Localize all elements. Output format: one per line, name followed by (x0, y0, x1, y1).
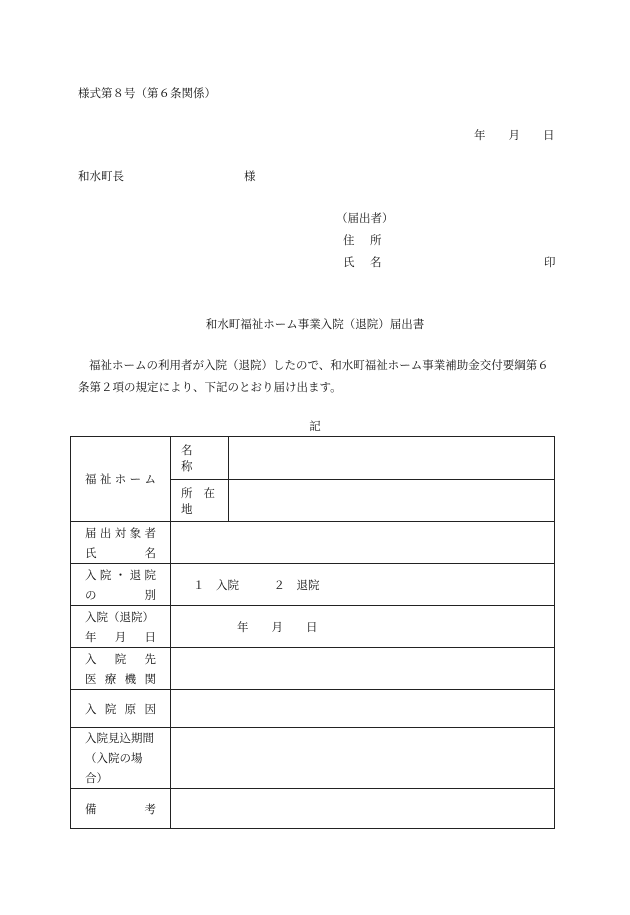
applicant-address-label: 住 所 (343, 233, 384, 247)
addressee: 和水町長 (78, 169, 124, 183)
applicant-label: （届出者） (336, 211, 394, 225)
notification-table (70, 436, 555, 829)
hospital-label-line2: 医療機関 (85, 671, 156, 686)
hospital-label-cell (71, 648, 171, 690)
home-label-cell (71, 437, 171, 522)
home-name-field[interactable] (229, 437, 555, 480)
target-name-field[interactable] (171, 522, 555, 564)
date-label-line1: 入院（退院） (85, 609, 154, 624)
hospital-field[interactable] (171, 648, 555, 690)
home-address-field[interactable] (229, 480, 555, 522)
remarks-field[interactable] (171, 789, 555, 829)
table-row (71, 606, 555, 648)
cause-label-cell (71, 690, 171, 728)
home-name-label: 名 称 (181, 443, 204, 473)
target-label-line1: 届出対象者 (85, 525, 156, 540)
date-field: 年 月 日 (474, 128, 555, 142)
type-label-line1: 入院・退院 (85, 567, 156, 582)
remarks-label-cell (71, 789, 171, 829)
table-row (71, 648, 555, 690)
date-value-field[interactable]: 年 月 日 (171, 606, 555, 648)
hospital-label-line1: 入 院 先 (85, 651, 156, 666)
home-address-label-cell (171, 480, 229, 522)
ki-heading: 記 (309, 419, 321, 433)
honorific: 様 (244, 169, 256, 183)
period-field[interactable] (171, 728, 555, 789)
date-label-line2: 年 月 日 (85, 629, 156, 644)
cause-field[interactable] (171, 690, 555, 728)
body-text: 福祉ホームの利用者が入院（退院）したので、和水町福祉ホーム事業補助金交付要綱第６条第２項の規定により、下記のとおり届け出ます。 (78, 358, 549, 394)
period-label-line2: （入院の場合） (85, 751, 143, 785)
home-label: 福祉ホーム (85, 472, 156, 486)
home-address-label: 所在地 (181, 485, 215, 516)
seal-mark: 印 (544, 255, 556, 269)
type-options[interactable]: １ 入院 ２ 退院 (171, 564, 555, 606)
cause-label: 入院原因 (85, 701, 156, 716)
type-label-line2: の 別 (85, 587, 156, 602)
table-row (71, 789, 555, 829)
table-row (71, 522, 555, 564)
table-row (71, 564, 555, 606)
document-title: 和水町福祉ホーム事業入院（退院）届出書 (205, 317, 425, 331)
applicant-name-label: 氏 名 (343, 255, 384, 269)
period-label-line1: 入院見込期間 (85, 731, 154, 745)
form-number: 様式第８号（第６条関係） (78, 86, 216, 100)
target-label-cell (71, 522, 171, 564)
remarks-label: 備 考 (85, 801, 156, 816)
table-row (71, 728, 555, 789)
date-label-cell (71, 606, 171, 648)
type-label-cell (71, 564, 171, 606)
table-row (71, 690, 555, 728)
target-label-line2: 氏 名 (85, 545, 156, 560)
home-name-label-cell (171, 437, 229, 480)
period-label-cell (71, 728, 171, 789)
table-row (71, 437, 555, 480)
